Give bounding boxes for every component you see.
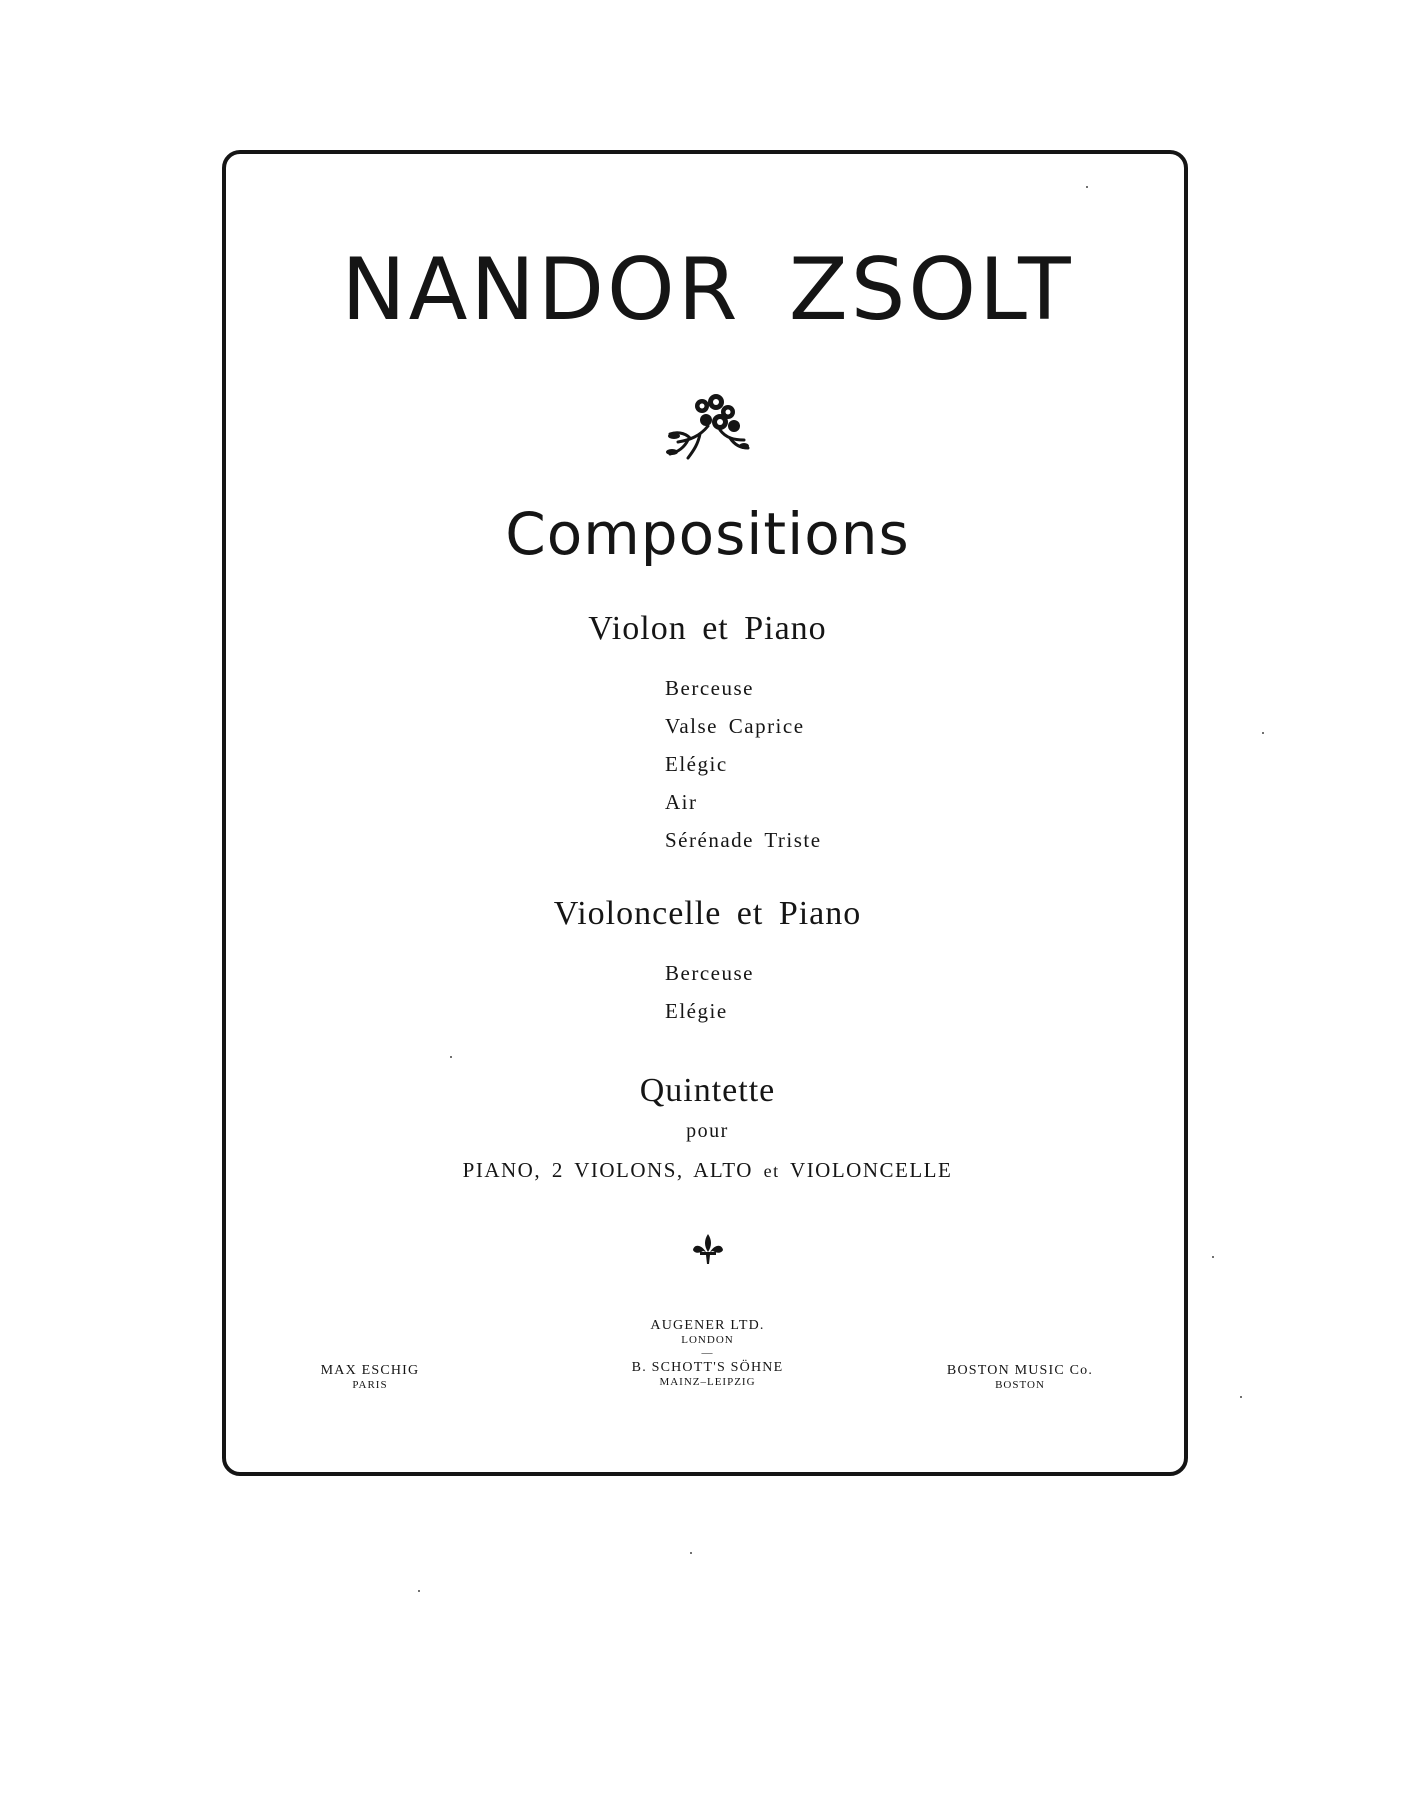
work-title: Elégie xyxy=(665,999,728,1023)
publisher-name: BOSTON MUSIC Co. xyxy=(946,1363,1094,1378)
speck xyxy=(690,1552,692,1554)
speck xyxy=(1212,1256,1214,1258)
publisher-name: AUGENER LTD. xyxy=(650,1318,765,1333)
instrumentation-part-a: PIANO, 2 VIOLONS, ALTO xyxy=(462,1158,764,1182)
instrumentation-part-b: VIOLONCELLE xyxy=(779,1158,953,1182)
speck xyxy=(450,1056,452,1058)
floral-ornament-icon xyxy=(0,392,1415,467)
speck xyxy=(1262,732,1264,734)
work-title: Berceuse xyxy=(665,961,754,985)
publisher-name: B. SCHOTT'S SÖHNE xyxy=(631,1360,784,1375)
work-title: Air xyxy=(665,790,698,814)
work-title: Elégic xyxy=(665,752,728,776)
publisher-name: MAX ESCHIG xyxy=(320,1363,420,1378)
quintet-instrumentation xyxy=(0,1158,1415,1183)
fleur-de-lis-icon xyxy=(0,1232,1415,1271)
publisher-city: BOSTON xyxy=(995,1379,1045,1391)
page-border-frame xyxy=(222,150,1188,1476)
speck xyxy=(1086,186,1088,188)
instrumentation-et: et xyxy=(763,1161,780,1181)
composer-name: NANDOR ZSOLT xyxy=(341,240,1074,340)
speck xyxy=(418,1590,420,1592)
publisher-separator: — xyxy=(701,1347,714,1359)
section-heading-violin: Violon et Piano xyxy=(588,610,827,647)
main-title: Compositions xyxy=(505,500,910,568)
speck xyxy=(1240,1396,1242,1398)
publisher-right xyxy=(930,1363,1110,1391)
publisher-left xyxy=(295,1363,445,1391)
work-title: Valse Caprice xyxy=(665,714,805,738)
quintet-pour: pour xyxy=(686,1120,729,1142)
publisher-city: PARIS xyxy=(352,1379,388,1391)
work-title: Sérénade Triste xyxy=(665,828,822,852)
publisher-center xyxy=(590,1318,825,1388)
publisher-city: LONDON xyxy=(681,1334,734,1346)
quintet-heading: Quintette xyxy=(639,1072,776,1109)
work-title: Berceuse xyxy=(665,676,754,700)
publisher-city: MAINZ–LEIPZIG xyxy=(659,1376,756,1388)
section-heading-cello: Violoncelle et Piano xyxy=(553,895,862,932)
